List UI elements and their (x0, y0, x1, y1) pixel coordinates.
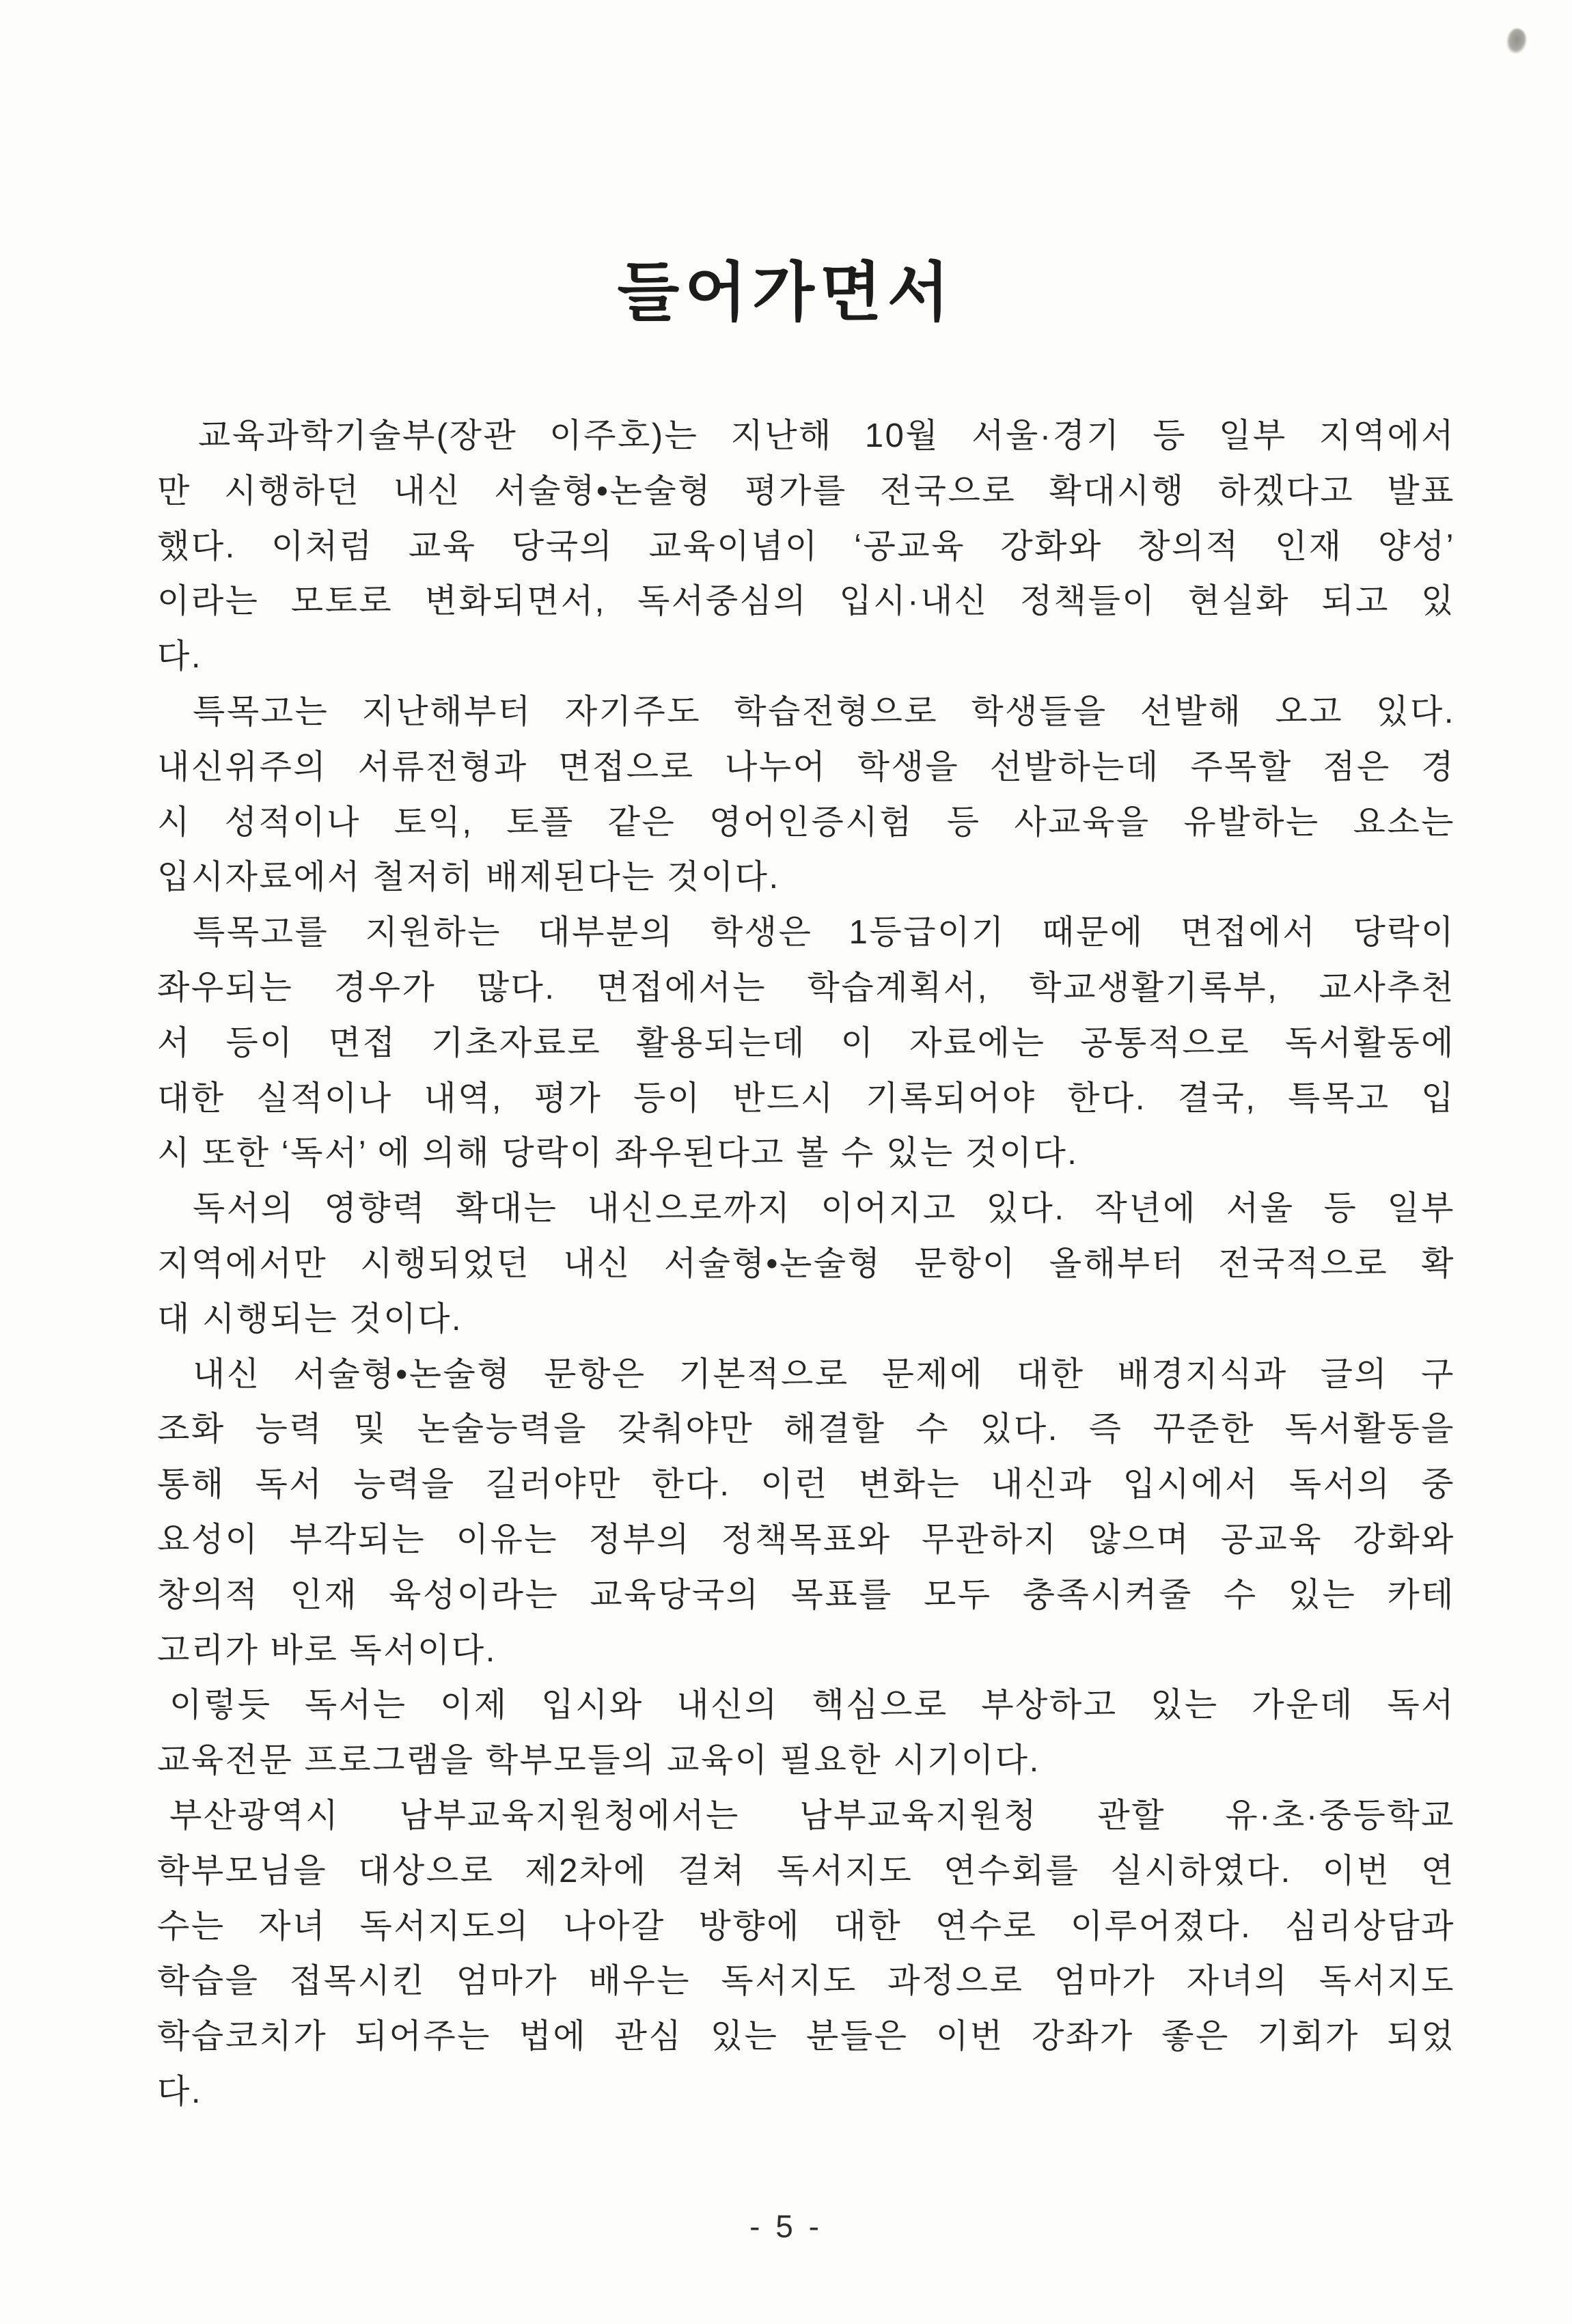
text-line: 내신위주의 서류전형과 면접으로 나누어 학생을 선발하는데 주목할 점은 경 (157, 748, 1455, 786)
text-line: 대 시행되는 것이다. (157, 1300, 463, 1338)
page-number: - 5 - (749, 2209, 823, 2244)
text-line: 다. (157, 2073, 202, 2110)
page-title: 들어가면서 (617, 256, 955, 328)
text-line: 고리가 바로 독서이다. (157, 1631, 497, 1669)
text-line: 입시자료에서 철저히 배제된다는 것이다. (157, 859, 780, 896)
text-line: 했다. 이처럼 교육 당국의 교육이념이 ‘공교육 강화와 창의적 인재 양성’ (157, 527, 1455, 565)
text-line: 좌우되는 경우가 많다. 면접에서는 학습계획서, 학교생활기록부, 교사추천 (157, 969, 1455, 1006)
text-line: 학습코치가 되어주는 법에 관심 있는 분들은 이번 강좌가 좋은 기회가 되었 (157, 2018, 1455, 2056)
text-line: 이라는 모토로 변화되면서, 독서중심의 입시·내신 정책들이 현실화 되고 있 (157, 583, 1455, 620)
body-text (157, 409, 1455, 2120)
text-line: 서 등이 면접 기초자료로 활용되는데 이 자료에는 공통적으로 독서활동에 (157, 1024, 1455, 1062)
text-line: 학부모님을 대상으로 제2차에 걸쳐 독서지도 연수회를 실시하였다. 이번 연 (157, 1852, 1455, 1890)
text-line: 만 시행하던 내신 서술형•논술형 평가를 전국으로 확대시행 하겠다고 발표 (157, 472, 1455, 510)
text-line: 지역에서만 시행되었던 내신 서술형•논술형 문항이 올해부터 전국적으로 확 (157, 1245, 1455, 1282)
text-line: 교육전문 프로그램을 학부모들의 교육이 필요한 시기이다. (157, 1742, 1040, 1780)
text-line: 요성이 부각되는 이유는 정부의 정책목표와 무관하지 않으며 공교육 강화와 (157, 1521, 1455, 1558)
text-line: 수는 자녀 독서지도의 나아갈 방향에 대한 연수로 이루어졌다. 심리상담과 (157, 1907, 1455, 1945)
text-line: 다. (157, 638, 202, 676)
text-line: 시 성적이나 토익, 토플 같은 영어인증시험 등 사교육을 유발하는 요소는 (157, 803, 1455, 841)
text-line: 이렇듯 독서는 이제 입시와 내신의 핵심으로 부상하고 있는 가운데 독서 (169, 1687, 1455, 1724)
text-line: 특목고는 지난해부터 자기주도 학습전형으로 학생들을 선발해 오고 있다. (193, 693, 1455, 730)
text-line: 독서의 영향력 확대는 내신으로까지 이어지고 있다. 작년에 서울 등 일부 (193, 1190, 1455, 1228)
text-line: 특목고를 지원하는 대부분의 학생은 1등급이기 때문에 면접에서 당락이 (193, 914, 1455, 952)
text-line: 내신 서술형•논술형 문항은 기본적으로 문제에 대한 배경지식과 글의 구 (193, 1355, 1455, 1393)
text-line: 대한 실적이나 내역, 평가 등이 반드시 기록되어야 한다. 결국, 특목고 입 (157, 1079, 1455, 1117)
text-line: 조화 능력 및 논술능력을 갖춰야만 해결할 수 있다. 즉 꾸준한 독서활동을 (157, 1411, 1455, 1448)
text-line: 학습을 접목시킨 엄마가 배우는 독서지도 과정으로 엄마가 자녀의 독서지도 (157, 1963, 1455, 2000)
text-line: 부산광역시 남부교육지원청에서는 남부교육지원청 관할 유·초·중등학교 (169, 1797, 1455, 1834)
text-line: 시 또한 ‘독서’ 에 의해 당락이 좌우된다고 볼 수 있는 것이다. (157, 1135, 1079, 1172)
text-line: 통해 독서 능력을 길러야만 한다. 이런 변화는 내신과 입시에서 독서의 중 (157, 1466, 1455, 1504)
text-line: 교육과학기술부(장관 이주호)는 지난해 10월 서울·경기 등 일부 지역에서 (198, 417, 1455, 454)
scan-smudge-mark (1505, 27, 1529, 55)
text-line: 창의적 인재 육성이라는 교육당국의 목표를 모두 충족시켜줄 수 있는 카테 (157, 1576, 1455, 1614)
